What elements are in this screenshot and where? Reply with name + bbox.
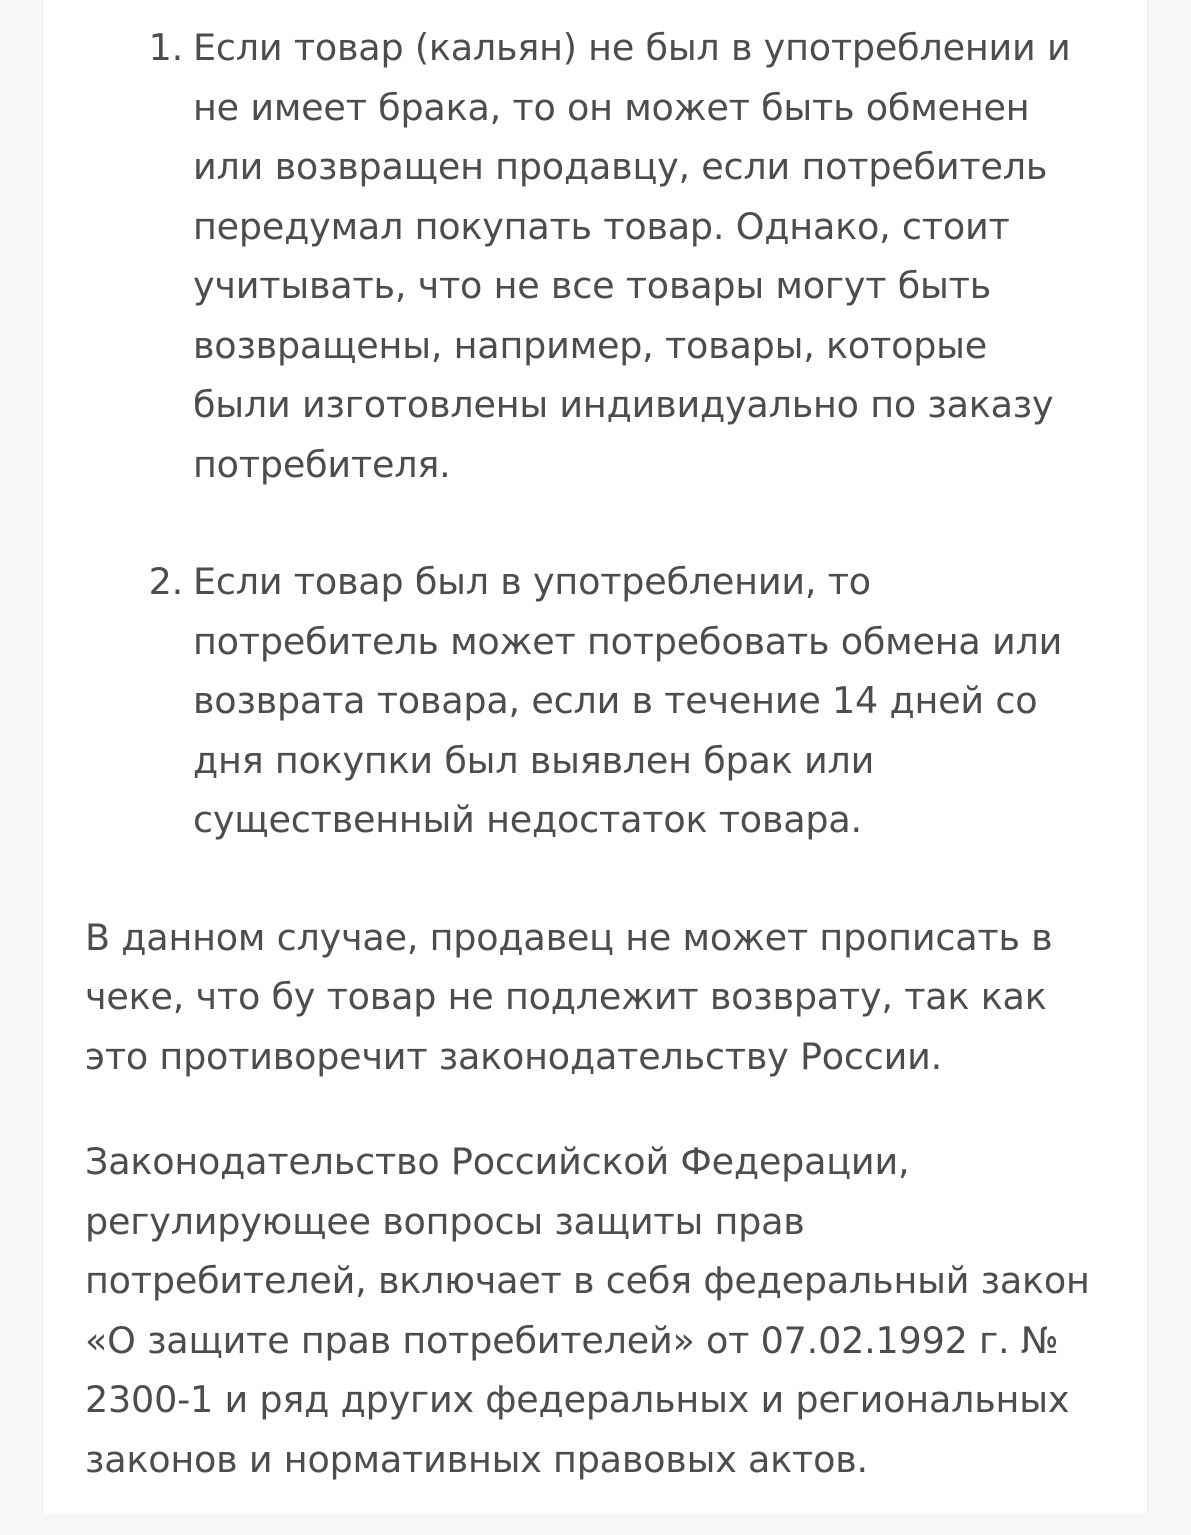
list-item-number: 2. <box>148 560 183 603</box>
list-item-text: Если товар (кальян) не был в употреблении и не имеет брака, то он может быть обменен или возвращен продавцу, если потребитель передумал покупать товар. Однако, стоит учитывать, что не все товары могут быть возвращены, например, товары, которые были изготовлены индивидуально по заказу потребителя. <box>193 26 1071 486</box>
numbered-list <box>85 18 1095 850</box>
list-item <box>85 18 1095 494</box>
list-item <box>85 552 1095 850</box>
article-page <box>42 0 1148 1514</box>
list-item-number: 1. <box>148 26 183 69</box>
list-item-text: Если товар был в употреблении, то потребитель может потребовать обмена или возврата товара, если в течение 14 дней со дня покупки был выявлен брак или существенный недостаток товара. <box>193 560 1063 841</box>
article-content <box>85 18 1095 1535</box>
paragraph-seller-receipt: В данном случае, продавец не может прописать в чеке, что бу товар не подлежит возврату, так как это противоречит законодательству России. <box>85 915 1053 1078</box>
paragraph-legislation: Законодательство Российской Федерации, регулирующее вопросы защиты прав потребителей, включает в себя федеральный закон «О защите прав потребителей» от 07.02.1992 г. № 2300-1 и ряд других федеральных и региональных законов и нормативных правовых актов. <box>85 1140 1090 1481</box>
